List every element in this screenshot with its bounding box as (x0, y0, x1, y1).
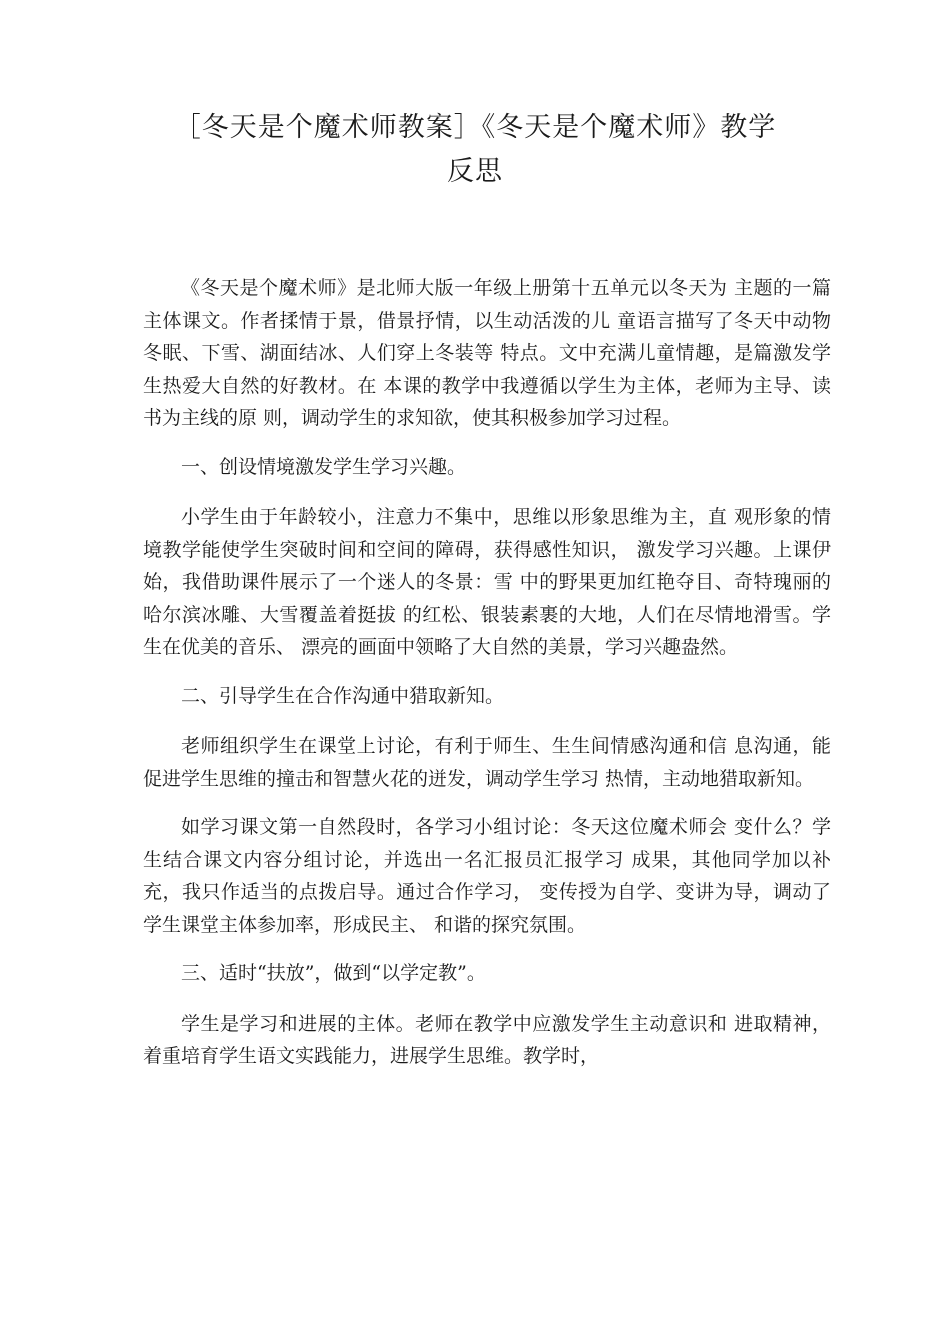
intro-paragraph: 《冬天是个魔术师》是北师大版一年级上册第十五单元以冬天为 主题的一篇主体课文。作者揉情于景，借景抒情，以生动活泼的儿 童语言描写了冬天中动物冬眠、下雪、湖面结冰、人们穿上冬装等 特点。文中充满儿童情趣，是篇激发学生热爱大自然的好教材。在 本课的教学中我遵循以学生为主体，老师为主导、读书为主线的原 则，调动学生的求知欲，使其积极参加学习过程。 (143, 277, 831, 429)
body-paragraph: 小学生由于年龄较小，注意力不集中，思维以形象思维为主，直 观形象的情境教学能使学生突破时间和空间的障碍，获得感性知识， 激发学习兴趣。上课伊始，我借助课件展示了一个迷人的冬景：雪 中的野果更加红艳夺目、奇特瑰丽的哈尔滨冰雕、大雪覆盖着挺拔 的红松、银装素裹的大地，人们在尽情地滑雪。学生在优美的音乐、 漂亮的画面中领略了大自然的美景，学习兴趣盎然。 (143, 506, 831, 658)
section-heading-1: 一、创设情境激发学生学习兴趣。 (181, 455, 467, 478)
document-body (143, 272, 831, 1089)
body-paragraph: 老师组织学生在课堂上讨论，有利于师生、生生间情感沟通和信 息沟通，能促进学生思维的撞击和智慧火花的迸发，调动学生学习 热情，主动地猎取新知。 (143, 735, 831, 790)
section-heading-3: 三、适时“扶放”，做到“以学定教”。 (181, 962, 486, 984)
body-paragraph: 如学习课文第一自然段时，各学习小组讨论：冬天这位魔术师会 变什么？学生结合课文内容分组讨论，并选出一名汇报员汇报学习 成果，其他同学加以补充，我只作适当的点拨启导。通过合作学习， 变传授为自学、变讲为导，调动了学生课堂主体参加率，形成民主、 和谐的探究氛围。 (143, 816, 831, 936)
title-line-1: ［冬天是个魔术师教案］《冬天是个魔术师》教学 (173, 112, 777, 143)
section-heading-2: 二、引导学生在合作沟通中猎取新知。 (181, 684, 505, 707)
title-line-2: 反思 (447, 156, 503, 187)
document-title (100, 106, 850, 194)
body-paragraph: 学生是学习和进展的主体。老师在教学中应激发学生主动意识和 进取精神，着重培育学生语文实践能力，进展学生思维。教学时， (143, 1012, 831, 1067)
